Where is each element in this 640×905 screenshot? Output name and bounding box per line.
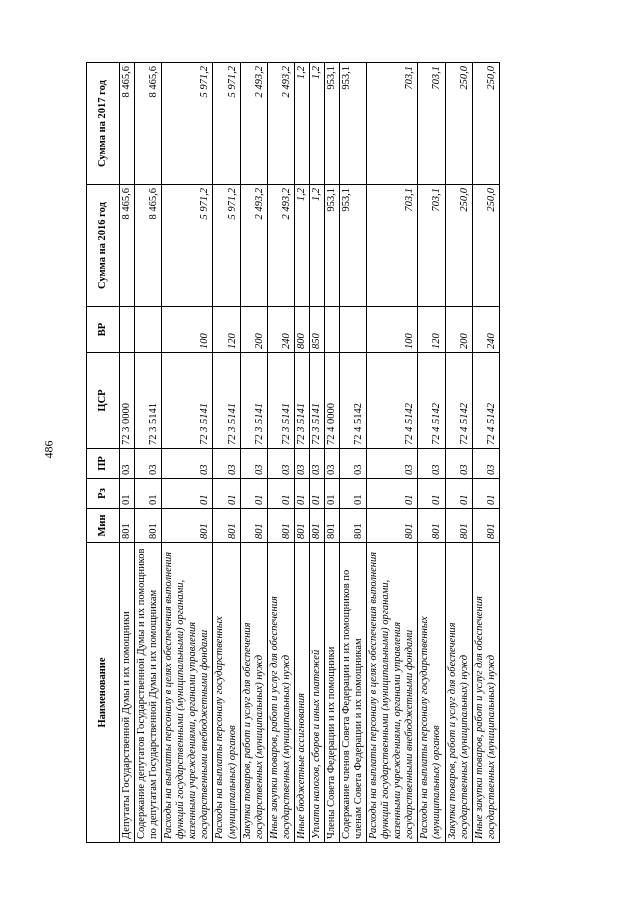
header-vr: ВР	[87, 307, 120, 353]
cell-min: 801	[162, 509, 213, 543]
cell-name: Содержание членов Совета Федерации и их помощников по членам Совета Федерации и их помощникам	[340, 543, 367, 843]
cell-sum-2017: 2 493,2	[267, 63, 294, 185]
cell-vr	[120, 307, 135, 353]
cell-csr: 72 3 5141	[135, 353, 162, 449]
cell-rz: 01	[340, 479, 367, 509]
cell-name: Расходы на выплаты персоналу в целях обеспечения выполнения функций государственными (муниципальными) органами, казенными учреждениями, органами управления государственными внебюджетными фондами	[367, 543, 418, 843]
cell-rz: 01	[120, 479, 135, 509]
cell-sum-2016: 2 493,2	[240, 185, 267, 307]
cell-name: Закупка товаров, работ и услуг для обеспечения государственных (муниципальных) нужд	[240, 543, 267, 843]
table-header	[87, 63, 120, 843]
header-rz: Рз	[87, 479, 120, 509]
cell-sum-2016: 5 971,2	[162, 185, 213, 307]
cell-rz: 01	[294, 479, 309, 509]
cell-sum-2016: 250,0	[445, 185, 472, 307]
header-name: Наименование	[87, 543, 120, 843]
table-row	[135, 63, 162, 843]
header-sum-2017: Сумма на 2017 год	[87, 63, 120, 185]
cell-csr: 72 4 5142	[418, 353, 445, 449]
cell-pr: 03	[309, 449, 324, 479]
cell-pr: 03	[162, 449, 213, 479]
header-row	[87, 63, 120, 843]
cell-csr: 72 4 5142	[340, 353, 367, 449]
cell-name: Депутаты Государственной Думы и их помощники	[120, 543, 135, 843]
cell-name: Закупка товаров, работ и услуг для обеспечения государственных (муниципальных) нужд	[445, 543, 472, 843]
header-pr: ПР	[87, 449, 120, 479]
cell-rz: 01	[267, 479, 294, 509]
cell-name: Содержание депутатов Государственной Думы и их помощников по депутатам Государственной Думы и их помощникам	[135, 543, 162, 843]
cell-csr: 72 3 5141	[267, 353, 294, 449]
cell-min: 801	[120, 509, 135, 543]
cell-sum-2017: 953,1	[324, 63, 339, 185]
table-row	[294, 63, 309, 843]
cell-pr: 03	[294, 449, 309, 479]
cell-pr: 03	[213, 449, 240, 479]
cell-sum-2017: 953,1	[340, 63, 367, 185]
table-body	[120, 63, 500, 843]
table-row	[367, 63, 418, 843]
cell-name: Расходы на выплаты персоналу в целях обеспечения выполнения функций государственными (муниципальными) органами, казенными учреждениями, органами управления государственными внебюджетными фондами	[162, 543, 213, 843]
cell-rz: 01	[240, 479, 267, 509]
cell-vr: 240	[472, 307, 499, 353]
cell-rz: 01	[162, 479, 213, 509]
cell-sum-2016: 953,1	[324, 185, 339, 307]
cell-pr: 03	[418, 449, 445, 479]
cell-csr: 72 4 5142	[367, 353, 418, 449]
table-row	[445, 63, 472, 843]
cell-sum-2017: 5 971,2	[162, 63, 213, 185]
table-row	[162, 63, 213, 843]
cell-rz: 01	[445, 479, 472, 509]
cell-vr: 200	[240, 307, 267, 353]
cell-vr: 120	[418, 307, 445, 353]
cell-min: 801	[340, 509, 367, 543]
cell-rz: 01	[213, 479, 240, 509]
cell-vr	[340, 307, 367, 353]
cell-vr: 850	[309, 307, 324, 353]
cell-name: Члены Совета Федерации и их помощники	[324, 543, 339, 843]
cell-sum-2016: 953,1	[340, 185, 367, 307]
cell-pr: 03	[135, 449, 162, 479]
cell-rz: 01	[418, 479, 445, 509]
cell-sum-2016: 5 971,2	[213, 185, 240, 307]
cell-min: 801	[309, 509, 324, 543]
cell-pr: 03	[472, 449, 499, 479]
cell-pr: 03	[267, 449, 294, 479]
cell-sum-2017: 250,0	[472, 63, 499, 185]
cell-pr: 03	[367, 449, 418, 479]
cell-vr: 120	[213, 307, 240, 353]
cell-rz: 01	[324, 479, 339, 509]
header-sum-2016: Сумма на 2016 год	[87, 185, 120, 307]
cell-csr: 72 3 0000	[120, 353, 135, 449]
table-row	[309, 63, 324, 843]
cell-sum-2017: 5 971,2	[213, 63, 240, 185]
cell-name: Иные закупки товаров, работ и услуг для обеспечения государственных (муниципальных) нужд	[267, 543, 294, 843]
cell-name: Уплата налогов, сборов и иных платежей	[309, 543, 324, 843]
cell-pr: 03	[340, 449, 367, 479]
cell-vr	[135, 307, 162, 353]
cell-min: 801	[267, 509, 294, 543]
cell-vr: 100	[162, 307, 213, 353]
cell-sum-2016: 8 465,6	[120, 185, 135, 307]
cell-vr: 240	[267, 307, 294, 353]
cell-rz: 01	[135, 479, 162, 509]
page-number: 486	[41, 440, 56, 459]
rotated-page-content	[86, 63, 562, 843]
cell-rz: 01	[367, 479, 418, 509]
cell-sum-2016: 250,0	[472, 185, 499, 307]
cell-csr: 72 3 5141	[309, 353, 324, 449]
cell-vr: 100	[367, 307, 418, 353]
cell-sum-2017: 1,2	[309, 63, 324, 185]
budget-table	[86, 62, 500, 843]
cell-sum-2017: 250,0	[445, 63, 472, 185]
cell-min: 801	[240, 509, 267, 543]
cell-sum-2017: 1,2	[294, 63, 309, 185]
cell-vr	[324, 307, 339, 353]
cell-min: 801	[445, 509, 472, 543]
cell-csr: 72 4 5142	[472, 353, 499, 449]
cell-pr: 03	[120, 449, 135, 479]
cell-sum-2016: 1,2	[309, 185, 324, 307]
table-row	[240, 63, 267, 843]
cell-name: Иные закупки товаров, работ и услуг для обеспечения государственных (муниципальных) нужд	[472, 543, 499, 843]
table-row	[472, 63, 499, 843]
cell-sum-2017: 2 493,2	[240, 63, 267, 185]
cell-sum-2016: 703,1	[418, 185, 445, 307]
cell-min: 801	[213, 509, 240, 543]
cell-sum-2016: 2 493,2	[267, 185, 294, 307]
cell-csr: 72 3 5141	[213, 353, 240, 449]
table-row	[267, 63, 294, 843]
table-row	[120, 63, 135, 843]
cell-min: 801	[324, 509, 339, 543]
cell-sum-2016: 8 465,6	[135, 185, 162, 307]
cell-name: Расходы на выплаты персоналу государственных (муниципальных) органов	[213, 543, 240, 843]
cell-rz: 01	[309, 479, 324, 509]
header-min: Мин	[87, 509, 120, 543]
cell-csr: 72 3 5141	[162, 353, 213, 449]
cell-name: Иные бюджетные ассигнования	[294, 543, 309, 843]
table-row	[213, 63, 240, 843]
cell-pr: 03	[324, 449, 339, 479]
cell-csr: 72 3 5141	[240, 353, 267, 449]
header-csr: ЦСР	[87, 353, 120, 449]
cell-csr: 72 4 0000	[324, 353, 339, 449]
cell-pr: 03	[240, 449, 267, 479]
cell-min: 801	[294, 509, 309, 543]
cell-vr: 800	[294, 307, 309, 353]
cell-pr: 03	[445, 449, 472, 479]
cell-min: 801	[367, 509, 418, 543]
cell-min: 801	[472, 509, 499, 543]
table-row	[340, 63, 367, 843]
table-row	[418, 63, 445, 843]
cell-csr: 72 3 5141	[294, 353, 309, 449]
cell-min: 801	[418, 509, 445, 543]
cell-name: Расходы на выплаты персоналу государственных (муниципальных) органов	[418, 543, 445, 843]
cell-csr: 72 4 5142	[445, 353, 472, 449]
cell-vr: 200	[445, 307, 472, 353]
cell-sum-2017: 8 465,6	[120, 63, 135, 185]
cell-sum-2017: 703,1	[418, 63, 445, 185]
cell-sum-2016: 1,2	[294, 185, 309, 307]
cell-rz: 01	[472, 479, 499, 509]
cell-sum-2017: 703,1	[367, 63, 418, 185]
cell-min: 801	[135, 509, 162, 543]
table-row	[324, 63, 339, 843]
cell-sum-2017: 8 465,6	[135, 63, 162, 185]
cell-sum-2016: 703,1	[367, 185, 418, 307]
